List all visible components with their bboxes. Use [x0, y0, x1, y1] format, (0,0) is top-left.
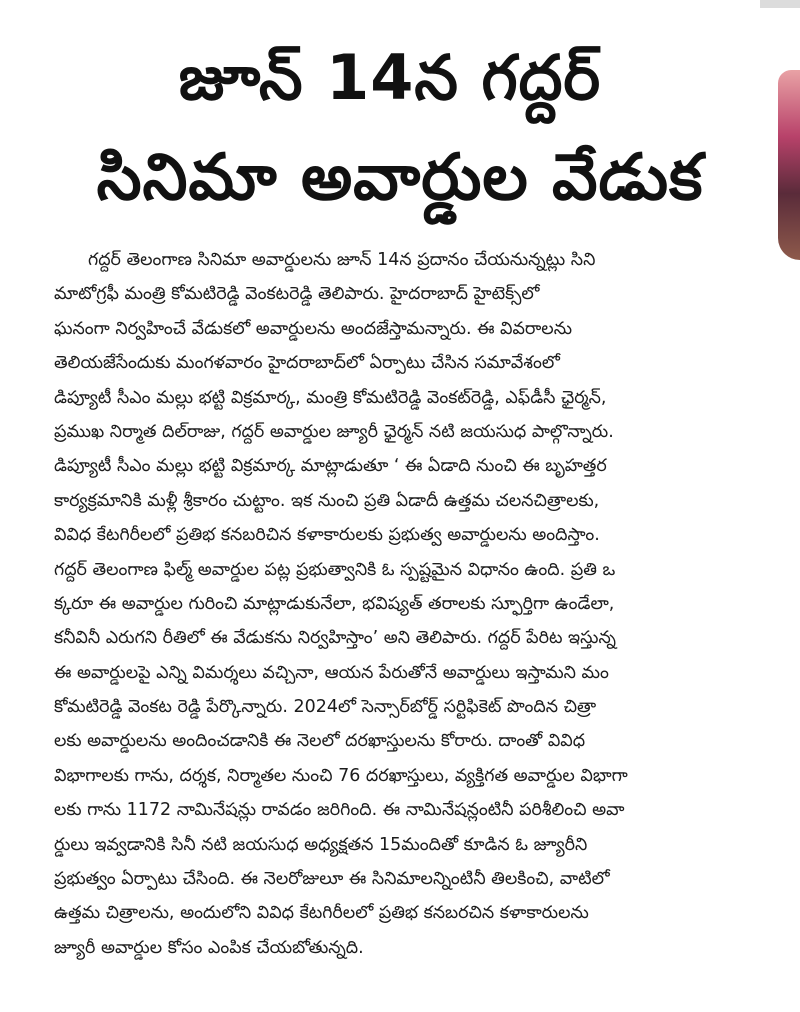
body-line: ఘనంగా నిర్వహించే వేడుకలో అవార్డులను అందజేస్తామన్నారు. ఈ వివరాలను: [54, 318, 573, 339]
cropped-photo-edge: [778, 70, 800, 260]
body-line: డిప్యూటీ సీఎం మల్లు భట్టి విక్రమార్క మాట్లాడుతూ ‘ ఈ ఏడాది నుంచి ఈ బృహత్తర: [54, 456, 607, 477]
body-line: ప్రముఖ నిర్మాత దిల్‌రాజు, గద్దర్ అవార్డుల జ్యూరీ ఛైర్మన్ నటి జయసుధ పాల్గొన్నారు.: [54, 421, 614, 442]
body-line: ఈ అవార్డులపై ఎన్ని విమర్శలు వచ్చినా, ఆయన పేరుతోనే అవార్డులు ఇస్తామని మం: [54, 662, 609, 683]
headline-line-2: సినిమా అవార్డుల వేడుక: [96, 141, 704, 215]
headline: [0, 0, 800, 230]
body-line: తెలియజేసేందుకు మంగళవారం హైదరాబాద్‌లో ఏర్పాటు చేసిన సమావేశంలో: [54, 353, 560, 374]
body-line: లకు అవార్డులను అందించడానికి ఈ నెలలో దరఖాస్తులను కోరారు. దాంతో వివిధ: [54, 731, 586, 752]
body-line: లకు గాను 1172 నామినేషన్లు రావడం జరిగింది. ఈ నామినేషన్లంటినీ పరిశీలించి అవా: [54, 800, 625, 821]
body-line: కార్యక్రమానికి మళ్లీ శ్రీకారం చుట్టాం. ఇక నుంచి ప్రతి ఏడాదీ ఉత్తమ చలనచిత్రాలకు,: [54, 490, 600, 511]
body-line: డిప్యూటీ సీఎం మల్లు భట్టి విక్రమార్క, మంత్రి కోమటిరెడ్డి వెంకట్‌రెడ్డి, ఎఫ్‌డీసీ ఛైర్మన్,: [54, 387, 607, 408]
body-line: కోమటిరెడ్డి వెంకట రెడ్డి పేర్కొన్నారు. 2024లో సెన్సార్‌బోర్డ్ సర్టిఫికెట్ పొందిన చిత్రా: [54, 697, 597, 718]
body-line: జ్యూరీ అవార్డుల కోసం ఎంపిక చేయబోతున్నది.: [54, 937, 364, 958]
body-line: గద్దర్ తెలంగాణ ఫిల్మ్ అవార్డుల పట్ల ప్రభుత్వానికి ఓ స్పష్టమైన విధానం ఉంది. ప్రతి ఒ: [54, 559, 616, 580]
body-line: క్కరూ ఈ అవార్డుల గురించి మాట్లాడుకునేలా, భవిష్యత్ తరాలకు స్ఫూర్తిగా ఉండేలా,: [54, 593, 615, 614]
article-body: [54, 243, 800, 965]
photo-top-strip: [760, 0, 800, 8]
body-line: విభాగాలకు గాను, దర్శక, నిర్మాతల నుంచి 76 దరఖాస్తులు, వ్యక్తిగత అవార్డుల విభాగా: [54, 765, 628, 786]
body-line: ప్రభుత్వం ఏర్పాటు చేసింది. ఈ నెలరోజులూ ఈ సినిమాలన్నింటినీ తిలకించి, వాటిలో: [54, 869, 610, 890]
body-line: గద్దర్ తెలంగాణ సినిమా అవార్డులను జూన్ 14న ప్రదానం చేయనున్నట్లు సిని: [88, 250, 596, 270]
headline-line-1: జూన్ 14న గద్దర్: [178, 41, 602, 114]
body-line: వివిధ కేటగిరీలలో ప్రతిభ కనబరిచిన కళాకారులకు ప్రభుత్వ అవార్డులను అందిస్తాం.: [54, 525, 600, 546]
body-line: ఉత్తమ చిత్రాలను, అందులోని వివిధ కేటగిరీలలో ప్రతిభ కనబరచిన కళాకారులను: [54, 903, 589, 924]
body-line: ర్డులు ఇవ్వడానికి సినీ నటి జయసుధ అధ్యక్షతన 15మందితో కూడిన ఓ జ్యూరీని: [54, 834, 588, 855]
body-line: మాటోగ్రఫీ మంత్రి కోమటిరెడ్డి వెంకటరెడ్డి తెలిపారు. హైదరాబాద్ హైటెక్స్‌లో: [54, 284, 540, 305]
body-line: కనీవినీ ఎరుగని రీతిలో ఈ వేడుకను నిర్వహిస్తాం’ అని తెలిపారు. గద్దర్ పేరిట ఇస్తున్న: [54, 628, 616, 649]
